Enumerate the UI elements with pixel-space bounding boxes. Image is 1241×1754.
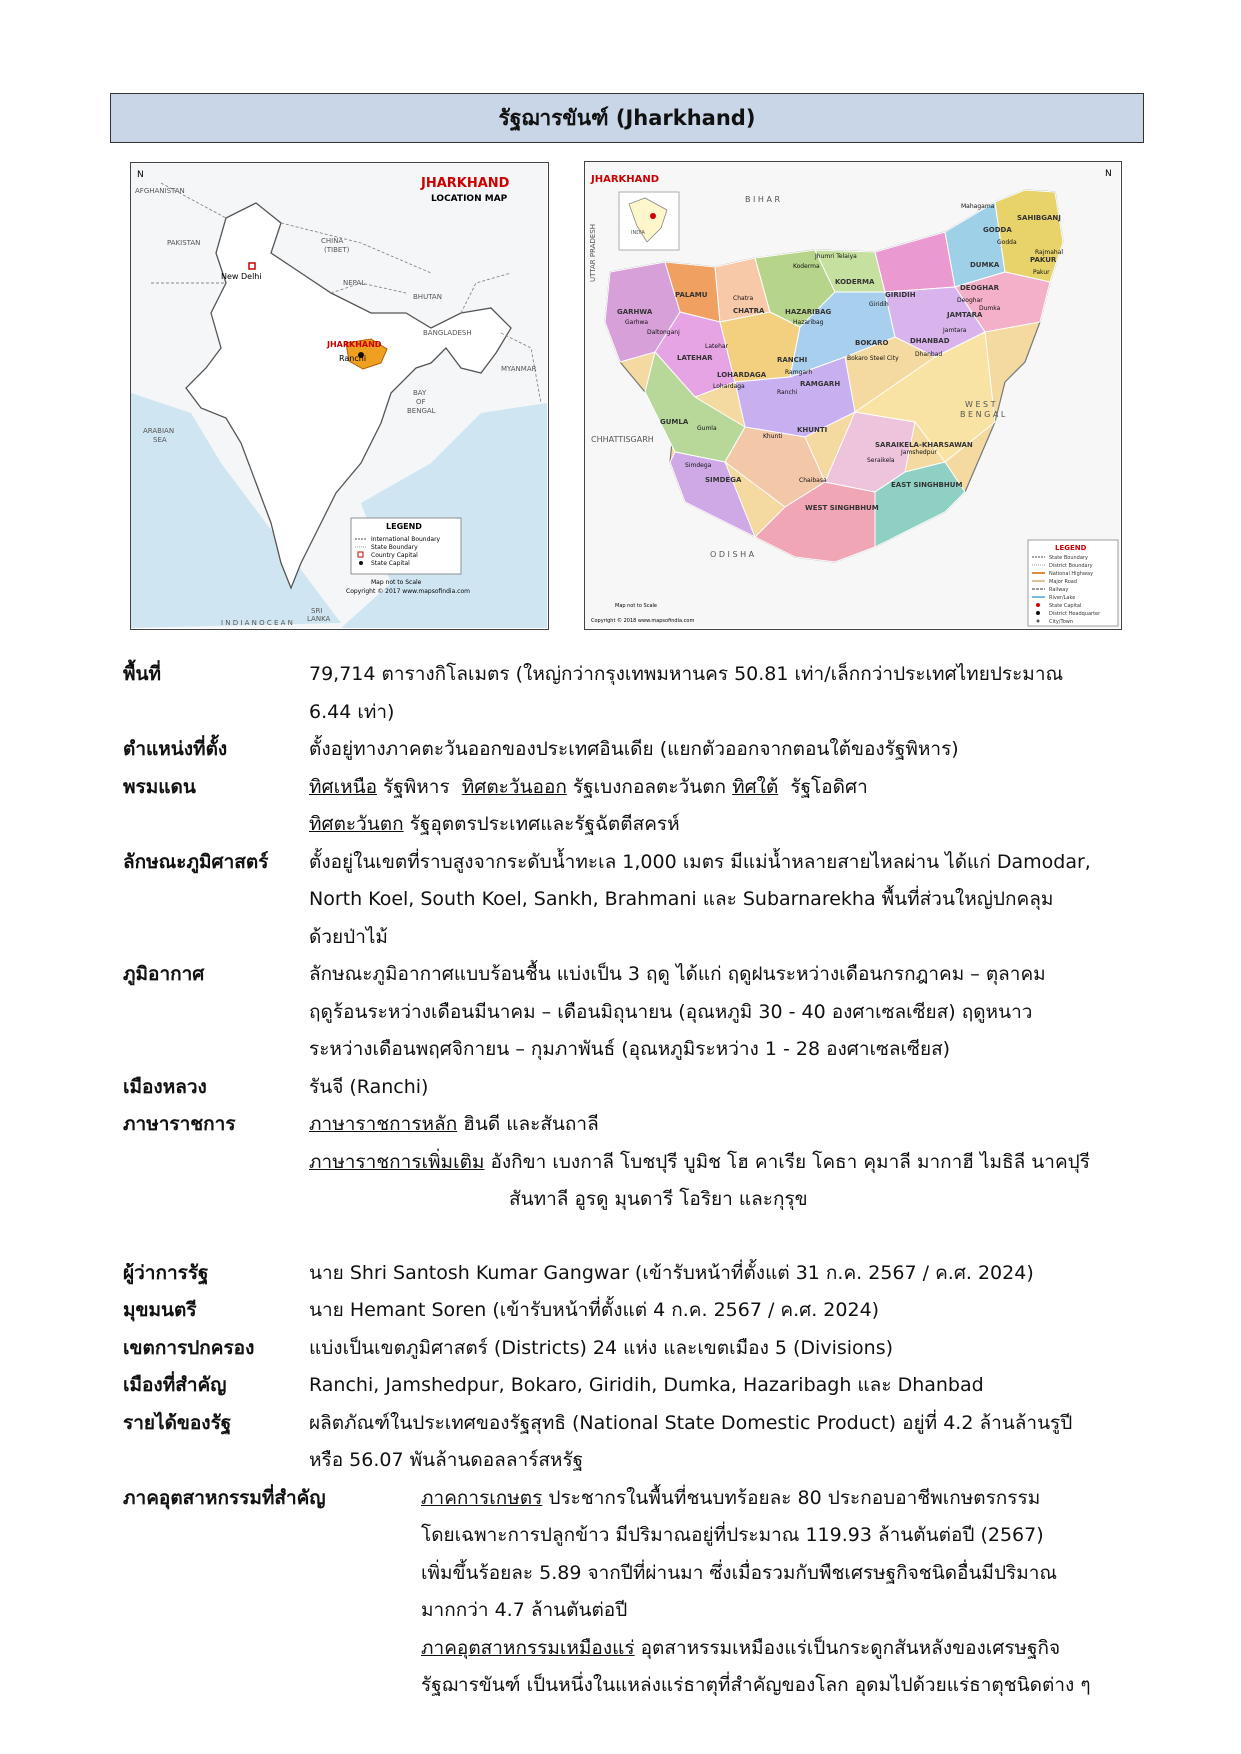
svg-text:State Boundary: State Boundary [1049,555,1088,561]
climate-label: ภูมิอากาศ [123,963,205,985]
svg-text:Ranchi: Ranchi [339,354,367,363]
svg-text:Map not to Scale: Map not to Scale [615,603,657,609]
chief-minister-label: มุขมนตรี [123,1299,197,1321]
administration-label: เขตการปกครอง [123,1336,255,1359]
svg-text:Lohardaga: Lohardaga [713,383,745,390]
income-row [123,1405,1133,1480]
svg-text:GIRIDIH: GIRIDIH [885,291,916,299]
border-east-value: รัฐเบงกอลตะวันตก [566,775,733,798]
svg-text:EAST SINGHBHUM: EAST SINGHBHUM [891,481,963,489]
svg-text:District Boundary: District Boundary [1049,563,1093,569]
svg-text:District Headquarter: District Headquarter [1049,611,1101,617]
svg-text:BOKARO: BOKARO [855,339,889,347]
border-north-label: ทิศเหนือ [309,775,378,798]
chief-minister-value: นาย Hemant Soren (เข้ารับหน้าที่ตั้งแต่ 4 ก.ค. 2567 / ค.ศ. 2024) [309,1299,880,1321]
svg-text:State Boundary: State Boundary [371,544,418,551]
right-map-legend-title: LEGEND [1055,544,1087,552]
svg-text:MYANMAR: MYANMAR [501,365,537,373]
svg-text:BENGAL: BENGAL [407,407,436,415]
geography-row [123,844,1133,957]
india-location-map [130,162,549,630]
svg-text:State Capital: State Capital [1049,603,1082,609]
income-line1: ผลิตภัณฑ์ในประเทศของรัฐสุทธิ (National State Domestic Product) อยู่ที่ 4.2 ล้านล้านรูปี [309,1411,1073,1434]
svg-text:River/Lake: River/Lake [1049,595,1076,601]
svg-text:BHUTAN: BHUTAN [413,293,442,301]
svg-text:DEOGHAR: DEOGHAR [960,284,999,292]
svg-text:Bokaro Steel City: Bokaro Steel City [847,355,899,362]
svg-text:SRI: SRI [311,607,323,615]
svg-text:National Highway: National Highway [1049,571,1094,577]
mining-line2: รัฐฌารขันฑ์ เป็นหนึ่งในแหล่งแร่ธาตุที่สำคัญของโลก อุดมไปด้วยแร่ธาตุชนิดต่าง ๆ [421,1674,1091,1696]
climate-line2: ฤดูร้อนระหว่างเดือนมีนาคม – เดือนมิถุนายน (อุณหภูมิ 30 - 40 องศาเซลเซียส) ฤดูหนาว [309,1000,1033,1023]
svg-text:Copyright © 2017 www.mapsofin: Copyright © 2017 www.mapsofindia.com [346,588,470,595]
income-line2: หรือ 56.07 พันล้านดอลลาร์สหรัฐ [309,1449,584,1471]
border-row [123,769,1133,844]
industry-row [123,1480,1133,1705]
svg-text:Koderma: Koderma [793,263,820,270]
language-label: ภาษาราชการ [123,1113,236,1135]
svg-text:CHINA: CHINA [321,237,344,245]
industry-label: ภาคอุตสาหกรรมที่สำคัญ [123,1486,326,1509]
svg-text:SAHIBGANJ: SAHIBGANJ [1017,214,1061,222]
governor-row [123,1255,1133,1293]
svg-text:GODDA: GODDA [983,226,1012,234]
capital-label: เมืองหลวง [123,1075,207,1098]
left-map-heading: JHARKHAND [421,176,510,191]
svg-text:Dumka: Dumka [979,305,1001,312]
border-east-label: ทิศตะวันออก [461,775,567,798]
svg-text:Chaibasa: Chaibasa [799,477,827,484]
language-extra-label: ภาษาราชการเพิ่มเติม [309,1150,485,1173]
svg-text:PALAMU: PALAMU [675,291,708,299]
svg-text:Pakur: Pakur [1033,269,1050,276]
area-value-line2: 6.44 เท่า) [309,700,395,723]
svg-text:N: N [1105,169,1112,179]
svg-text:Copyright © 2018 www.mapsofind: Copyright © 2018 www.mapsofindia.com [591,618,695,624]
agriculture-line1: ประชากรในพื้นที่ชนบทร้อยละ 80 ประกอบอาชีพเกษตรกรรม [542,1486,1041,1509]
svg-text:INDIA: INDIA [631,230,645,236]
area-value-line1: 79,714 ตารางกิโลเมตร (ใหญ่กว่ากรุงเทพมหานคร 50.81 เท่า/เล็กกว่าประเทศไทยประมาณ [309,663,1064,685]
svg-text:GARHWA: GARHWA [617,308,653,316]
svg-text:BANGLADESH: BANGLADESH [423,329,472,337]
svg-text:LOHARDAGA: LOHARDAGA [717,371,767,379]
language-main-value: ฮินดี และสันถาลี [457,1113,599,1135]
svg-text:Giridih: Giridih [869,301,889,308]
svg-text:DUMKA: DUMKA [970,261,1000,269]
svg-text:New Delhi: New Delhi [221,272,262,281]
cities-row [123,1367,1133,1405]
administration-row [123,1330,1133,1368]
svg-text:Jamshedpur: Jamshedpur [901,449,937,456]
geography-line3: ด้วยป่าไม้ [309,925,388,948]
geography-label: ลักษณะภูมิศาสตร์ [123,850,269,873]
svg-text:GUMLA: GUMLA [660,418,689,426]
svg-text:WEST SINGHBHUM: WEST SINGHBHUM [805,504,879,512]
svg-text:CHATRA: CHATRA [733,307,765,315]
agriculture-line3: เพิ่มขึ้นร้อยละ 5.89 จากปีที่ผ่านมา ซึ่งเมื่อรวมกับพืชเศรษฐกิจชนิดอื่นมีปริมาณ [421,1561,1058,1584]
svg-text:Jhumri Telaiya: Jhumri Telaiya [815,253,857,260]
language-extra-line2: สันทาลี อูรดู มุนดารี โอริยา และกุรุข [509,1188,808,1210]
svg-text:Map not to Scale: Map not to Scale [371,579,422,586]
svg-text:Seraikela: Seraikela [867,457,895,464]
governor-label: ผู้ว่าการรัฐ [123,1261,209,1284]
svg-text:B E N G A L: B E N G A L [960,410,1006,419]
north-arrow-label: N [137,170,144,180]
svg-text:I N D I A N O C E A N: I N D I A N O C E A N [221,619,293,627]
svg-text:Ramgarh: Ramgarh [785,369,813,376]
svg-text:Simdega: Simdega [685,462,712,469]
svg-text:Godda: Godda [997,239,1017,246]
climate-line1: ลักษณะภูมิอากาศแบบร้อนชื้น แบ่งเป็น 3 ฤดู ได้แก่ ฤดูฝนระหว่างเดือนกรกฎาคม – ตุลาคม [309,963,1046,985]
border-south-label: ทิศใต้ [732,775,779,798]
info-section [123,656,1133,1705]
border-north-value: รัฐพิหาร [377,775,462,798]
border-west-label: ทิศตะวันตก [309,813,404,835]
svg-text:Deoghar: Deoghar [957,297,983,304]
svg-text:KHUNTI: KHUNTI [797,426,828,434]
svg-text:State Capital: State Capital [371,560,410,567]
svg-text:Railway: Railway [1049,587,1069,593]
area-label: พื้นที่ [123,663,162,685]
svg-text:Ranchi: Ranchi [777,389,798,396]
svg-text:Latehar: Latehar [705,343,729,350]
border-south-value: รัฐโอดิศา [778,775,868,798]
svg-text:Mahagama: Mahagama [961,203,995,210]
svg-text:Garhwa: Garhwa [625,319,649,326]
chief-minister-row [123,1292,1133,1330]
svg-text:W E S T: W E S T [965,400,996,409]
svg-text:Dhanbad: Dhanbad [915,351,943,358]
svg-text:International Boundary: International Boundary [371,536,441,543]
agriculture-line4: มากกว่า 4.7 ล้านตันต่อปี [421,1599,628,1621]
language-main-label: ภาษาราชการหลัก [309,1113,458,1135]
mining-line1: อุตสาหรรมเหมืองแร่เป็นกระดูกสันหลังของเศรษฐกิจ [634,1636,1061,1659]
income-label: รายได้ของรัฐ [123,1411,232,1434]
cities-value: Ranchi, Jamshedpur, Bokaro, Giridih, Dumka, Hazaribagh และ Dhanbad [309,1374,984,1396]
svg-text:SIMDEGA: SIMDEGA [705,476,742,484]
capital-row [123,1069,1133,1107]
svg-text:UTTAR PRADESH: UTTAR PRADESH [589,224,597,282]
svg-text:Daltonganj: Daltonganj [647,329,680,336]
svg-text:DHANBAD: DHANBAD [910,337,950,345]
svg-text:HAZARIBAG: HAZARIBAG [785,308,832,316]
language-extra-value: อังกิขา เบงกาลี โบชปุรี บูมิช โฮ คาเรีย โคธา คุมาลี มากาฮี ไมธิลี นาคปุรี [484,1150,1090,1173]
climate-row [123,956,1133,1069]
svg-text:Khunti: Khunti [763,433,783,440]
svg-text:Jamtara: Jamtara [943,327,967,334]
svg-text:Chatra: Chatra [733,295,754,302]
svg-text:AFGHANISTAN: AFGHANISTAN [135,187,185,195]
svg-text:RAMGARH: RAMGARH [800,380,841,388]
area-row [123,656,1133,731]
agriculture-label: ภาคการเกษตร [421,1486,543,1509]
governor-value: นาย Shri Santosh Kumar Gangwar (เข้ารับหน้าที่ตั้งแต่ 31 ก.ค. 2567 / ค.ศ. 2024) [309,1261,1034,1284]
svg-text:PAKISTAN: PAKISTAN [167,239,201,247]
svg-text:LANKA: LANKA [307,615,331,623]
svg-text:JAMTARA: JAMTARA [947,311,983,319]
svg-text:LOCATION MAP: LOCATION MAP [431,194,508,204]
climate-line3: ระหว่างเดือนพฤศจิกายน – กุมภาพันธ์ (อุณหภูมิระหว่าง 1 - 28 องศาเซลเซียส) [309,1038,951,1060]
location-label: ตำแหน่งที่ตั้ง [123,738,228,760]
svg-text:City/Town: City/Town [1049,619,1074,625]
svg-text:KODERMA: KODERMA [835,278,875,286]
svg-text:CHHATTISGARH: CHHATTISGARH [591,435,654,444]
svg-text:Major Road: Major Road [1049,579,1078,585]
svg-text:NEPAL: NEPAL [343,279,366,287]
svg-text:SEA: SEA [153,436,167,444]
location-row [123,731,1133,769]
geography-line2: North Koel, South Koel, Sankh, Brahmani และ Subarnarekha พื้นที่ส่วนใหญ่ปกคลุม [309,888,1054,910]
border-label: พรมแดน [123,775,196,798]
mining-label: ภาคอุตสาหกรรมเหมืองแร่ [421,1636,635,1659]
location-value: ตั้งอยู่ทางภาคตะวันออกของประเทศอินเดีย (แยกตัวออกจากตอนใต้ของรัฐพิหาร) [309,738,959,760]
svg-text:Rajmahal: Rajmahal [1035,249,1064,256]
svg-text:Country Capital: Country Capital [371,552,418,559]
svg-text:OF: OF [416,398,426,406]
svg-text:JHARKHAND: JHARKHAND [327,340,382,349]
svg-text:Gumla: Gumla [697,425,717,432]
cities-label: เมืองที่สำคัญ [123,1374,227,1396]
page-title: รัฐฌารขันฑ์ (Jharkhand) [110,93,1144,143]
svg-text:RANCHI: RANCHI [777,356,808,364]
border-west-value: รัฐอุตตรประเทศและรัฐฉัตตีสครห์ [403,813,680,835]
administration-value: แบ่งเป็นเขตภูมิศาสตร์ (Districts) 24 แห่ง และเขตเมือง 5 (Divisions) [309,1336,894,1359]
right-map-heading: JHARKHAND [591,174,660,185]
svg-text:LATEHAR: LATEHAR [677,354,713,362]
svg-text:BAY: BAY [413,389,427,397]
svg-text:SARAIKELA-KHARSAWAN: SARAIKELA-KHARSAWAN [875,441,973,449]
capital-value: รันจี (Ranchi) [309,1075,429,1098]
agriculture-line2: โดยเฉพาะการปลูกข้าว มีปริมาณอยู่ที่ประมาณ 119.93 ล้านตันต่อปี (2567) [421,1524,1044,1546]
svg-text:ARABIAN: ARABIAN [143,427,175,435]
language-row [123,1106,1133,1219]
jharkhand-district-map [584,161,1122,630]
svg-text:(TIBET): (TIBET) [324,246,350,254]
svg-text:O D I S H A: O D I S H A [710,550,755,559]
left-map-legend-title: LEGEND [386,522,422,531]
svg-text:B I H A R: B I H A R [745,195,781,204]
svg-text:PAKUR: PAKUR [1030,256,1057,264]
svg-text:Hazaribag: Hazaribag [793,319,824,326]
geography-line1: ตั้งอยู่ในเขตที่ราบสูงจากระดับน้ำทะเล 1,000 เมตร มีแม่น้ำหลายสายไหลผ่าน ได้แก่ Damodar, [309,850,1091,873]
